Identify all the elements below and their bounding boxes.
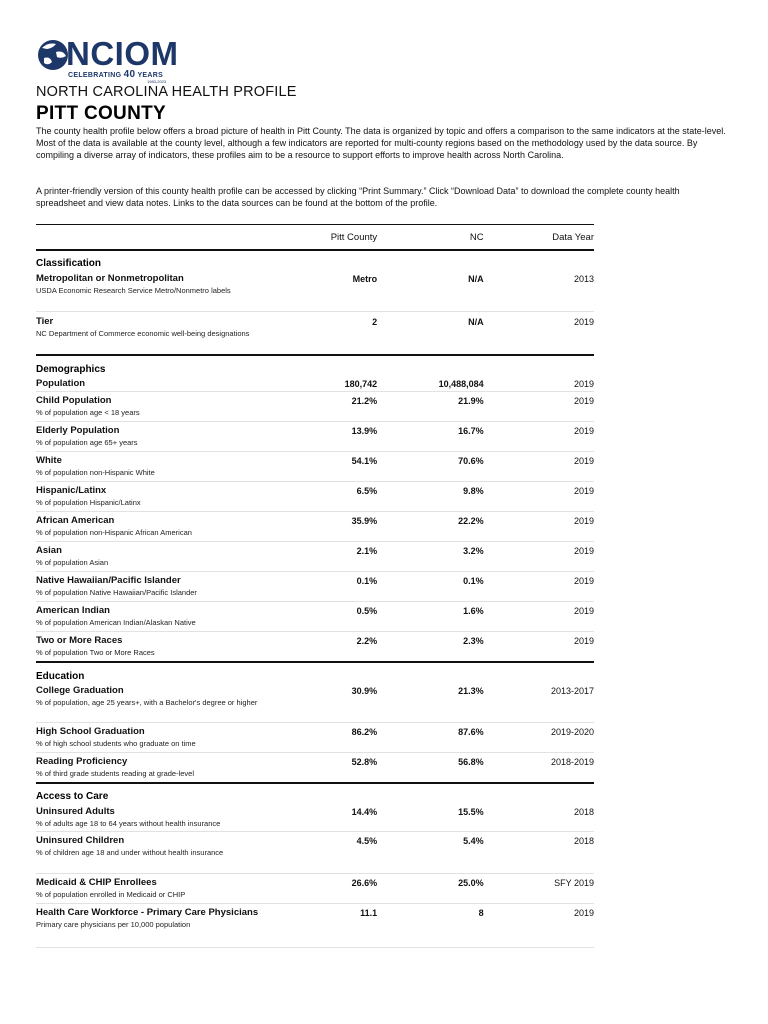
header-county: Pitt County: [330, 231, 378, 243]
table-row: [36, 723, 594, 753]
row-label: Child Population: [36, 395, 112, 406]
row-desc: % of adults age 18 to 64 years without health insurance: [36, 819, 221, 828]
row-desc: % of population American Indian/Alaskan Native: [36, 618, 196, 627]
table-row: [36, 874, 594, 904]
header-nc: NC: [469, 231, 484, 243]
row-desc: Primary care physicians per 10,000 population: [36, 920, 191, 929]
nc-value: 21.3%: [458, 686, 484, 696]
table-row: [36, 753, 594, 784]
data-year: 2019-2020: [550, 727, 594, 737]
data-year: 2018-2019: [550, 757, 594, 767]
county-value: Metro: [352, 274, 378, 284]
nc-value: 16.7%: [458, 426, 484, 436]
data-year: 2019: [573, 396, 594, 406]
page-title: PITT COUNTY: [36, 103, 166, 124]
logo-years: 1983-2023: [147, 79, 167, 84]
table-row: [36, 452, 594, 482]
row-desc: USDA Economic Research Service Metro/Nonmetro labels: [36, 286, 231, 295]
county-value: 26.6%: [351, 878, 378, 888]
data-year: 2019: [573, 486, 594, 496]
data-year: 2019: [573, 576, 594, 586]
county-value: 52.8%: [351, 757, 378, 767]
nc-value: 1.6%: [463, 606, 484, 616]
row-label: Population: [36, 378, 86, 389]
row-desc: % of population, age 25 years+, with a Bachelor's degree or higher: [36, 698, 258, 707]
data-year: 2019: [573, 606, 594, 616]
data-year: 2013-2017: [550, 686, 594, 696]
row-label: College Graduation: [36, 685, 124, 696]
logo-tagline-pre: CELEBRATING: [68, 72, 122, 79]
nc-value: N/A: [468, 274, 484, 284]
data-year: 2018: [573, 807, 594, 817]
data-year: 2019: [573, 546, 594, 556]
row-desc: % of population non-Hispanic White: [36, 468, 155, 477]
nc-value: 87.6%: [458, 727, 484, 737]
nc-value: 2.3%: [463, 636, 484, 646]
row-desc: % of population enrolled in Medicaid or CHIP: [36, 890, 186, 899]
section-title-education: Education: [36, 671, 85, 682]
data-year: 2019: [573, 379, 594, 389]
county-value: 54.1%: [351, 456, 378, 466]
county-value: 21.2%: [351, 396, 378, 406]
row-label: Uninsured Adults: [36, 806, 115, 817]
row-desc: % of third grade students reading at grade-level: [36, 769, 195, 778]
table-row: [36, 682, 594, 723]
row-label: Medicaid & CHIP Enrollees: [36, 877, 157, 888]
data-year: 2019: [573, 908, 594, 918]
table-row: [36, 392, 594, 422]
table-row: [36, 802, 594, 832]
row-desc: % of population age < 18 years: [36, 408, 140, 417]
county-value: 13.9%: [351, 426, 378, 436]
nc-value: 9.8%: [463, 486, 484, 496]
nciom-logo: [36, 36, 196, 82]
row-label: Health Care Workforce - Primary Care Physicians: [36, 907, 259, 918]
logo-wordmark: NCIOM: [66, 35, 179, 72]
county-value: 2: [372, 317, 378, 327]
county-value: 11.1: [360, 908, 378, 918]
data-year: SFY 2019: [554, 878, 594, 888]
row-desc: % of population Asian: [36, 558, 109, 567]
nc-value: 10,488,084: [438, 379, 484, 389]
row-label: Tier: [36, 316, 54, 327]
nciom-globe-icon: [36, 38, 70, 72]
section-title-classification: Classification: [36, 258, 102, 269]
row-desc: % of children age 18 and under without health insurance: [36, 848, 224, 857]
logo-tagline-number: 40: [123, 69, 136, 80]
row-desc: % of population Native Hawaiian/Pacific Islander: [36, 588, 197, 597]
row-label: Native Hawaiian/Pacific Islander: [36, 575, 181, 586]
row-label: Two or More Races: [36, 635, 123, 646]
nc-value: 70.6%: [458, 456, 484, 466]
data-year: 2019: [573, 426, 594, 436]
county-value: 14.4%: [351, 807, 378, 817]
nc-value: 0.1%: [463, 576, 484, 586]
row-label: Asian: [36, 545, 62, 556]
print-instructions-paragraph: A printer-friendly version of this county health profile can be accessed by clicking “Print Summary.” Click “Download Data” to download the complete county health spreadsheet and view data notes. Links to the data sources can be found at the bottom of the profile.: [36, 186, 680, 208]
county-value: 0.1%: [356, 576, 378, 586]
county-value: 6.5%: [356, 486, 378, 496]
data-year: 2018: [573, 836, 594, 846]
nc-value: 15.5%: [458, 807, 484, 817]
table-row: [36, 542, 594, 572]
row-desc: % of population non-Hispanic African American: [36, 528, 192, 537]
row-desc: % of high school students who graduate on time: [36, 739, 196, 748]
row-label: African American: [36, 515, 115, 526]
county-value: 86.2%: [351, 727, 378, 737]
row-desc: % of population Hispanic/Latinx: [36, 498, 141, 507]
table-row: [36, 512, 594, 542]
row-desc: % of population age 65+ years: [36, 438, 138, 447]
logo-tagline-post: YEARS: [137, 72, 164, 79]
table-header-row: [36, 224, 594, 251]
county-value: 180,742: [344, 379, 378, 389]
section-title-access-to-care: Access to Care: [36, 791, 109, 802]
header-data-year: Data Year: [552, 231, 594, 243]
data-year: 2013: [573, 274, 594, 284]
row-label: Hispanic/Latinx: [36, 485, 107, 496]
table-row: [36, 312, 594, 356]
table-row: [36, 602, 594, 632]
table-row: [36, 832, 594, 874]
nc-value: N/A: [468, 317, 484, 327]
row-label: Metropolitan or Nonmetropolitan: [36, 273, 184, 284]
table-row: [36, 375, 594, 392]
row-label: Reading Proficiency: [36, 756, 128, 767]
intro-paragraph: The county health profile below offers a broad picture of health in Pitt County. The data is organized by topic and offers a comparison to the same indicators at the state-level. Most of the data is available at the county level, although a few indicators are reported for multi-county regions based on the methodology used by the data source. By compiling a diverse array of indicators, these profiles aim to be a resource to support efforts to improve health across North Carolina.: [36, 126, 726, 160]
data-year: 2019: [573, 456, 594, 466]
row-desc: NC Department of Commerce economic well-being designations: [36, 329, 250, 338]
table-row: [36, 572, 594, 602]
nc-value: 8: [478, 908, 484, 918]
nc-value: 21.9%: [458, 396, 484, 406]
county-value: 4.5%: [356, 836, 378, 846]
county-value: 35.9%: [351, 516, 378, 526]
row-label: Elderly Population: [36, 425, 120, 436]
nc-value: 22.2%: [458, 516, 484, 526]
row-label: White: [36, 455, 62, 466]
data-year: 2019: [573, 516, 594, 526]
table-row: [36, 482, 594, 512]
county-value: 2.1%: [356, 546, 378, 556]
data-year: 2019: [573, 636, 594, 646]
county-value: 2.2%: [356, 636, 378, 646]
nc-value: 5.4%: [463, 836, 484, 846]
row-desc: % of population Two or More Races: [36, 648, 155, 657]
row-label: American Indian: [36, 605, 110, 616]
row-label: Uninsured Children: [36, 835, 125, 846]
county-value: 0.5%: [356, 606, 378, 616]
table-row: [36, 632, 594, 663]
nc-value: 3.2%: [463, 546, 484, 556]
row-label: High School Graduation: [36, 726, 145, 737]
profile-kicker: NORTH CAROLINA HEALTH PROFILE: [36, 84, 297, 100]
section-title-demographics: Demographics: [36, 364, 106, 375]
table-row: [36, 269, 594, 312]
table-row: [36, 904, 594, 948]
nc-value: 25.0%: [458, 878, 484, 888]
data-year: 2019: [573, 317, 594, 327]
county-value: 30.9%: [351, 686, 378, 696]
table-row: [36, 422, 594, 452]
nc-value: 56.8%: [458, 757, 484, 767]
health-profile-table: [36, 224, 594, 948]
